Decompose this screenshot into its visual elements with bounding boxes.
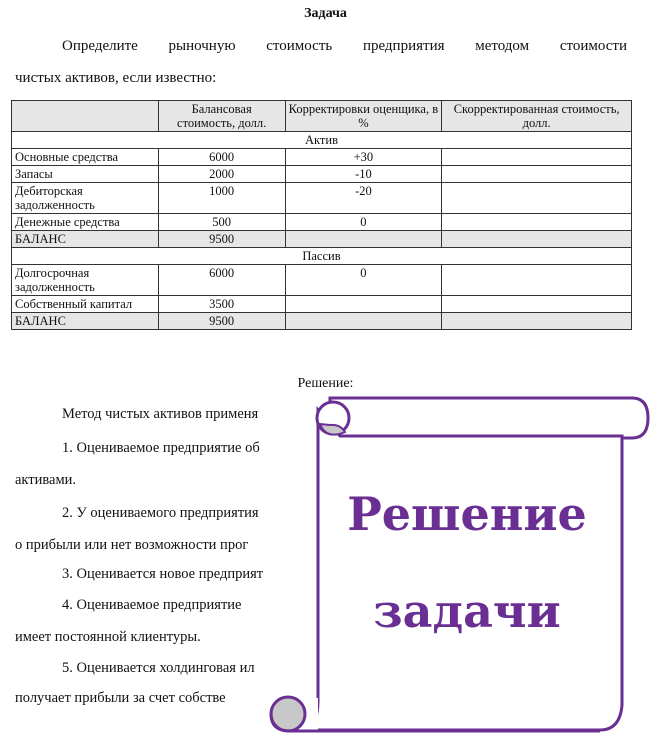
row-adjustment: +30 bbox=[285, 149, 442, 166]
header-cell: Корректировки оценщика, в % bbox=[285, 101, 442, 132]
row-adjustment: 0 bbox=[285, 214, 442, 231]
row-value: 500 bbox=[158, 214, 285, 231]
section-label: Пассив bbox=[12, 248, 632, 265]
row-name: Запасы bbox=[12, 166, 159, 183]
row-name: БАЛАНС bbox=[12, 231, 159, 248]
row-value: 6000 bbox=[158, 149, 285, 166]
solution-line: 1. Оцениваемое предприятие об bbox=[62, 440, 260, 456]
solution-line: 2. У оцениваемого предприятия bbox=[62, 505, 259, 521]
solution-line: 3. Оценивается новое предприят bbox=[62, 566, 264, 582]
solution-line: о прибыли или нет возможности прог bbox=[15, 537, 249, 553]
solution-line: имеет постоянной клиентуры. bbox=[15, 629, 201, 645]
row-value: 2000 bbox=[158, 166, 285, 183]
solution-line: 5. Оценивается холдинговая ил bbox=[62, 660, 255, 676]
row-adjustment: -10 bbox=[285, 166, 442, 183]
scroll-top-roll bbox=[330, 398, 648, 438]
row-name: Дебиторская задолженность bbox=[12, 183, 159, 214]
row-adjustment: -20 bbox=[285, 183, 442, 214]
document-title: Задача bbox=[304, 6, 347, 21]
row-name: Основные средства bbox=[12, 149, 159, 166]
row-name: Денежные средства bbox=[12, 214, 159, 231]
scroll-sheet bbox=[300, 410, 622, 730]
row-value: 9500 bbox=[158, 231, 285, 248]
scroll-title-line-1: Решение bbox=[347, 487, 587, 541]
row-name: БАЛАНС bbox=[12, 313, 159, 330]
scroll-title-line-2: задачи bbox=[373, 584, 561, 638]
solution-label: Решение: bbox=[297, 376, 354, 391]
header-cell: Скорректированная стоимость, долл. bbox=[442, 101, 632, 132]
row-value: 3500 bbox=[158, 296, 285, 313]
solution-line: получает прибыли за счет собстве bbox=[15, 690, 226, 706]
solution-line: Метод чистых активов применя bbox=[62, 406, 259, 422]
section-label: Актив bbox=[12, 132, 632, 149]
row-value: 6000 bbox=[158, 265, 285, 296]
header-cell: Балансовая стоимость, долл. bbox=[158, 101, 285, 132]
row-value: 1000 bbox=[158, 183, 285, 214]
intro-line-2: чистых активов, если известно: bbox=[15, 70, 217, 86]
intro-line-1: Определите рыночную стоимость предприятия методом стоимости bbox=[62, 38, 627, 54]
row-adjustment: 0 bbox=[285, 265, 442, 296]
row-name: Собственный капитал bbox=[12, 296, 159, 313]
solution-line: 4. Оцениваемое предприятие bbox=[62, 597, 242, 613]
row-name: Долгосрочная задолженность bbox=[12, 265, 159, 296]
solution-line: активами. bbox=[15, 472, 77, 488]
row-value: 9500 bbox=[158, 313, 285, 330]
